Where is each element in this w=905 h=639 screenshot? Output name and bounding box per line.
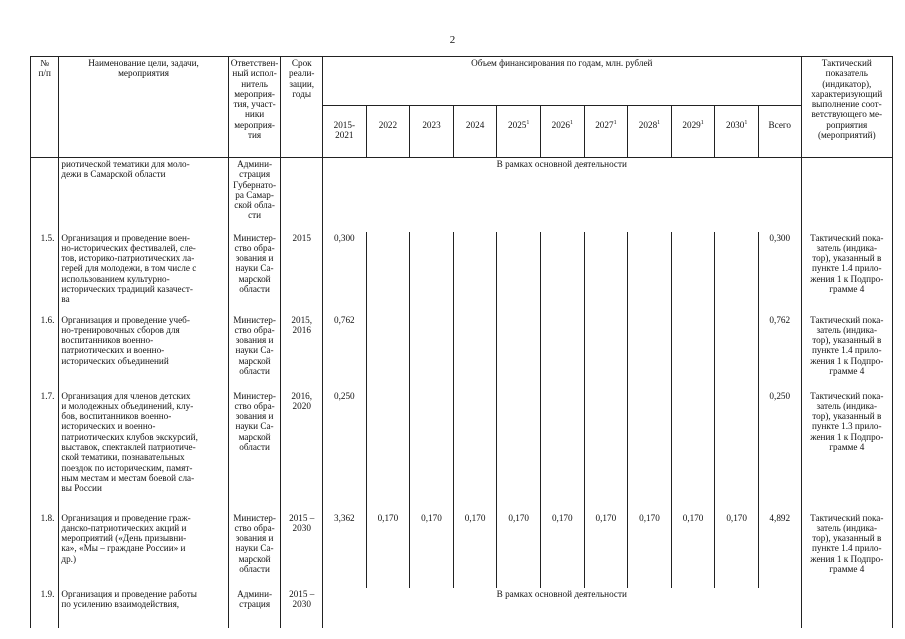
header-year: 2025$^1$ (497, 106, 541, 158)
row-value (410, 390, 454, 512)
row-value (540, 314, 584, 390)
row-name: риотической тематики для моло- дежи в Самарской области (59, 158, 228, 232)
row-indicator: Тактический пока- затель (индика- тор), указанный в пункте 1.4 прило- жения 1 к Подпро- грамме 4 (801, 314, 892, 390)
row-value: 0,300 (323, 232, 367, 314)
row-value (715, 232, 759, 314)
row-number: 1.7. (31, 390, 59, 512)
row-name: Организация и проведение граж- данско-патриотических акций и мероприятий («День призывни- ка», «Мы – граждане России» и др.) (59, 512, 228, 588)
row-value: 0,762 (323, 314, 367, 390)
row-value: 0,170 (715, 512, 759, 588)
row-value: 0,250 (758, 390, 801, 512)
row-value (584, 232, 628, 314)
header-year: 2026$^1$ (540, 106, 584, 158)
row-value (628, 232, 672, 314)
row-value (453, 390, 497, 512)
table-row (31, 232, 893, 314)
row-value: 0,170 (628, 512, 672, 588)
row-value: 0,300 (758, 232, 801, 314)
row-name: Организация и проведение учеб- но-тренировочных сборов для воспитанников военно- патриотических и военно- исторических объединений (59, 314, 228, 390)
row-value: 0,250 (323, 390, 367, 512)
table-row (31, 588, 893, 628)
row-value (715, 390, 759, 512)
row-term: 2015 – 2030 (281, 512, 323, 588)
table-row (31, 158, 893, 232)
row-value: 4,892 (758, 512, 801, 588)
row-indicator: Тактический пока- затель (индика- тор), указанный в пункте 1.4 прило- жения 1 к Подпро- грамме 4 (801, 232, 892, 314)
header-num: № п/п (31, 57, 59, 158)
header-responsible: Ответствен- ный испол- нитель мероприя- тия, участ- ники мероприя- тия (228, 57, 281, 158)
row-value (497, 232, 541, 314)
row-responsible: Админи- страция Губернато- ра Самар- ской обла- сти (228, 158, 281, 232)
row-responsible: Админи- страция (228, 588, 281, 628)
row-number: 1.8. (31, 512, 59, 588)
row-term: 2015 – 2030 (281, 588, 323, 628)
row-value (410, 314, 454, 390)
row-value (366, 314, 410, 390)
row-value (584, 390, 628, 512)
row-value: 3,362 (323, 512, 367, 588)
row-value (671, 390, 715, 512)
row-value (453, 232, 497, 314)
row-indicator: Тактический пока- затель (индика- тор), указанный в пункте 1.3 прило- жения 1 к Подпро- грамме 4 (801, 390, 892, 512)
row-value (366, 232, 410, 314)
header-year: 2027$^1$ (584, 106, 628, 158)
row-value (540, 232, 584, 314)
row-financing-note: В рамках основной деятельности (323, 588, 802, 628)
table-row (31, 512, 893, 588)
row-name: Организация для членов детских и молодежных объединений, клу- бов, воспитанников военно- исторических и военно- патриотических клубов экскурсий, выставок, спектаклей патриотиче- ской тематики, познавательных поездок по историческим, памят- ным местам и местам боевой сла- вы России (59, 390, 228, 512)
row-value: 0,170 (497, 512, 541, 588)
row-value: 0,170 (671, 512, 715, 588)
row-value (497, 314, 541, 390)
row-value: 0,170 (584, 512, 628, 588)
row-term: 2015 (281, 232, 323, 314)
row-value: 0,170 (410, 512, 454, 588)
row-name: Организация и проведение воен- но-исторических фестивалей, сле- тов, историко-патриотических ла- герей для молодежи, в том числе с использованием культурно- исторических традиций казачест- ва (59, 232, 228, 314)
row-number (31, 158, 59, 232)
row-value (453, 314, 497, 390)
row-name: Организация и проведение работы по усилению взаимодействия, (59, 588, 228, 628)
row-number: 1.9. (31, 588, 59, 628)
row-number: 1.5. (31, 232, 59, 314)
header-name: Наименование цели, задачи, мероприятия (59, 57, 228, 158)
row-value (497, 390, 541, 512)
header-financing: Объем финансирования по годам, млн. рублей (323, 57, 802, 106)
row-value: 0,170 (540, 512, 584, 588)
header-year: 2022 (366, 106, 410, 158)
header-year: 2029$^1$ (671, 106, 715, 158)
row-value: 0,170 (453, 512, 497, 588)
row-value (715, 314, 759, 390)
table-header (31, 57, 893, 158)
row-responsible: Министер- ство обра- зования и науки Са- марской области (228, 390, 281, 512)
page-number: 2 (449, 34, 456, 46)
table-row (31, 314, 893, 390)
row-number: 1.6. (31, 314, 59, 390)
header-year: Всего (758, 106, 801, 158)
row-indicator: Тактический пока- затель (индика- тор), указанный в пункте 1.4 прило- жения 1 к Подпро- грамме 4 (801, 512, 892, 588)
header-year: 2015- 2021 (323, 106, 367, 158)
row-value (671, 232, 715, 314)
row-value (628, 390, 672, 512)
table-row (31, 390, 893, 512)
row-responsible: Министер- ство обра- зования и науки Са- марской области (228, 314, 281, 390)
row-value: 0,762 (758, 314, 801, 390)
header-year: 2023 (410, 106, 454, 158)
row-value (671, 314, 715, 390)
row-value (366, 390, 410, 512)
header-term: Срок реали- зации, годы (281, 57, 323, 158)
header-indicator: Тактический показатель (индикатор), характеризующий выполнение соот- ветствующего ме- роприятия (мероприятий) (801, 57, 892, 158)
header-year: 2028$^1$ (628, 106, 672, 158)
row-responsible: Министер- ство обра- зования и науки Са- марской области (228, 232, 281, 314)
header-year: 2024 (453, 106, 497, 158)
row-indicator (801, 588, 892, 628)
row-value (584, 314, 628, 390)
row-responsible: Министер- ство обра- зования и науки Са- марской области (228, 512, 281, 588)
row-value: 0,170 (366, 512, 410, 588)
row-term (281, 158, 323, 232)
row-value (628, 314, 672, 390)
row-term: 2015, 2016 (281, 314, 323, 390)
row-value (540, 390, 584, 512)
row-value (410, 232, 454, 314)
header-year: 2030$^1$ (715, 106, 759, 158)
row-term: 2016, 2020 (281, 390, 323, 512)
financing-table (30, 56, 893, 628)
row-indicator (801, 158, 892, 232)
row-financing-note: В рамках основной деятельности (323, 158, 802, 232)
